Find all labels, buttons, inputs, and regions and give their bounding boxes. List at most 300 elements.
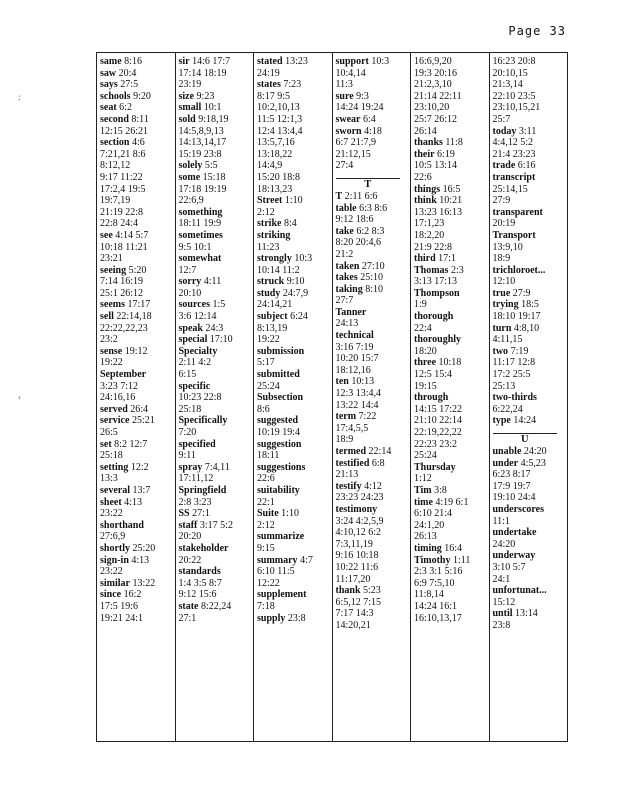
page-line-reference: 18:11 [257,450,280,462]
index-column [97,53,175,741]
index-entry-line [179,473,254,485]
page-line-reference: 10:22 11:6 [335,561,379,573]
index-entry-line [257,392,332,404]
index-entry-line [100,427,175,439]
page-line-reference: 23:22 [100,566,123,578]
index-term: Specifically [178,415,228,427]
index-entry-line [100,392,175,404]
index-entry-line [100,79,175,91]
page-line-reference: 7:3,11,19 [335,538,373,550]
index-entry-line [493,253,568,265]
page-line-reference: 23:22 [100,508,123,520]
page-line-reference: 14:13,14,17 [178,137,227,149]
index-entry-line [493,91,568,103]
index-entry-line [414,218,489,230]
index-entry-line [179,485,254,497]
index-entry-line [100,299,175,311]
page-line-reference: 9:16 10:18 [335,550,379,562]
index-entry-line [100,497,175,509]
word-index-table [96,52,568,742]
index-entry-line [257,531,332,543]
index-entry-line [257,56,332,68]
page-line-reference: 17:5 19:6 [100,600,139,612]
index-entry-line [257,601,332,613]
page-line-reference: 26:14 [414,125,437,137]
page-line-reference: 18:5 [521,299,539,311]
index-entry-line [493,369,568,381]
index-term: saw [100,67,117,79]
page-line-reference: 7:14 16:19 [100,276,144,288]
page-line-reference: 14:24 [513,415,537,427]
page-line-reference: 25:7 [492,113,511,125]
page-line-reference: 4:10,12 6:2 [335,527,382,539]
index-entry-line [257,578,332,590]
page-line-reference: 18:9 [335,434,354,446]
index-entry-line [257,137,332,149]
index-term: set [100,438,112,450]
page-line-reference: 18:2,20 [414,229,445,241]
index-entry-line [493,334,568,346]
index-entry-line [493,288,568,300]
index-term: Timothy [414,554,451,566]
page-line-reference: 9:12 18:6 [335,214,374,226]
index-entry-line [336,585,411,597]
page-line-reference: 20:20 [178,531,202,543]
index-entry-line [179,114,254,126]
index-entry-line [257,543,332,555]
index-entry-line [493,585,568,597]
page-line-reference: 6:2 [119,102,132,114]
index-entry-line [414,404,489,416]
page-line-reference: 15:12 [492,596,516,608]
index-term: seeing [100,264,127,276]
index-entry-line [414,473,489,485]
page-line-reference: 8:6 [257,403,270,415]
index-entry-line [414,242,489,254]
page-line-reference: 10:23 22:8 [178,392,222,404]
index-entry-line [336,446,411,458]
page-line-reference: 13:3 [100,473,118,485]
index-entry-line [336,492,411,504]
page-line-reference: 4:11 [203,276,222,288]
index-column [489,53,568,741]
index-entry-line [336,126,411,138]
page-line-reference: 3:6 12:14 [178,311,217,323]
index-entry-line [257,126,332,138]
index-term: striking [257,229,291,241]
page-line-reference: 27:9 [512,287,531,299]
index-entry-line [414,543,489,555]
page-line-reference: 23:2 [100,334,118,346]
index-entry-line [100,462,175,474]
page-line-reference: 22:14,18 [116,311,152,323]
index-entry-line [100,357,175,369]
page-line-reference: 24:20 [523,446,547,457]
index-term: says [100,79,118,91]
page-line-reference: 7:21,21 8:6 [100,148,146,160]
index-entry-line [100,323,175,335]
index-entry-line [336,137,411,149]
page-line-reference: 9:3 [356,90,369,102]
index-entry-line [336,539,411,551]
page-line-reference: 10:21 [439,195,463,207]
page-line-reference: 2:3 3:1 5:16 [414,566,463,578]
page-line-reference: 24:14,21 [257,299,293,311]
index-term: submitted [257,369,300,381]
index-entry-line [179,589,254,601]
page-line-reference: 18:12,16 [335,364,371,376]
index-term: trichloroet... [492,264,546,276]
index-entry-line [179,91,254,103]
index-term: true [492,287,511,299]
page-line-reference: 13:9,10 [492,241,523,253]
page-line-reference: 22:1 [257,496,275,508]
page-line-reference: 2:12 [257,206,275,218]
index-entry-line [336,365,411,377]
index-term: summary [257,554,298,566]
index-entry-line [257,497,332,509]
index-entry-line [414,601,489,613]
page-line-reference: 6:8 [371,457,385,469]
index-entry-line [100,369,175,381]
page-line-reference: 21:2 [335,248,354,260]
index-entry-line [493,620,568,632]
page-line-reference: 4:12 [364,480,382,492]
page-line-reference: 4:8,10 [513,322,540,334]
index-entry-line [414,114,489,126]
page-line-reference: 4:19 6:1 [435,496,469,508]
index-entry-line [257,450,332,462]
index-entry-line [100,126,175,138]
page-line-reference: 25:18 [100,450,123,462]
page-line-reference: 4:13 [131,554,150,566]
index-term: sheet [100,496,122,508]
index-entry-line [414,288,489,300]
page-line-reference: 25:7 26:12 [414,113,458,125]
index-entry-line [493,469,568,481]
index-term: Tanner [335,306,367,318]
page-line-reference: 3:8 [434,484,447,496]
page-line-reference: 6:2 8:3 [356,225,385,237]
page-line-reference: 10:3 [294,253,313,265]
index-entry-line [493,149,568,161]
page-line-reference: 25:20 [132,542,156,554]
page-line-reference: 22:6 [257,473,275,485]
page-line-reference: 13:7 [132,484,151,496]
page-line-reference: 4:18 [364,125,382,137]
index-term: term [335,411,357,423]
index-entry-line [257,149,332,161]
page-line-reference: 9:10 [286,276,305,288]
page-line-reference: 9:15 [257,542,275,554]
page-line-reference: 23:10,15,21 [492,102,541,114]
index-term: two-thirds [492,392,537,404]
page-line-reference: 26:5 [100,427,118,438]
index-term: today [492,125,517,137]
index-entry-line [100,242,175,254]
page-line-reference: 16:6,9,20 [414,56,452,67]
index-entry-line [179,369,254,381]
index-entry-line [493,458,568,470]
index-entry-line [414,531,489,543]
index-entry-line [493,415,568,427]
page-line-reference: 22:23 23:2 [414,438,458,450]
page-line-reference: 19:22 [257,334,280,346]
page-line-reference: 21:9 22:8 [414,241,453,253]
index-term: sense [100,345,123,357]
page-line-reference: 11:23 [257,241,280,253]
index-term: suggestion [257,438,302,450]
page-line-reference: 25:18 [178,403,202,415]
index-entry-line [493,608,568,620]
index-entry-line [336,620,411,632]
page-line-reference: 27:7 [335,295,354,307]
index-entry-line [100,473,175,485]
index-entry-line [100,172,175,184]
page-line-reference: 14:4,9 [257,160,283,172]
index-entry-line [336,469,411,481]
page-line-reference: 8:10 [365,283,384,295]
index-entry-line [100,555,175,567]
page-line-reference: 10:20 15:7 [335,353,379,365]
page-line-reference: 11:8,14 [414,589,444,601]
page-line-reference: 15:19 23:8 [178,148,222,160]
index-entry-line [414,137,489,149]
index-entry-line [414,555,489,567]
page-line-reference: 8:12,12 [100,160,131,172]
index-entry-line [179,543,254,555]
index-entry-line [414,172,489,184]
page-line-reference: 6:5,12 7:15 [335,596,382,608]
index-entry-line [100,346,175,358]
index-entry-line [493,56,568,68]
page-line-reference: 16:2 [123,589,142,601]
page-line-reference: 9:12 15:6 [178,589,217,601]
page-line-reference: 10:5 13:14 [414,160,458,172]
page-line-reference: 21:10 22:14 [414,415,463,427]
index-term: somewhat [178,253,222,265]
index-entry-line [493,184,568,196]
index-entry-line [100,531,175,543]
index-entry-line [100,91,175,103]
index-term: schools [100,90,131,102]
index-term: suggested [257,415,299,427]
index-term: suggestions [257,461,306,473]
index-entry-line [179,404,254,416]
page-line-reference: 19:7,19 [100,195,131,207]
index-entry-line [100,578,175,590]
index-entry-line [100,520,175,532]
page-line-reference: 23:8 [492,619,511,631]
page-line-reference: 9:20 [133,90,151,102]
index-entry-line [257,230,332,242]
index-entry-line [414,485,489,497]
page-line-reference: 4:5,23 [520,457,546,469]
page-line-reference: 22:6,9 [178,195,204,207]
index-term: speak [178,322,203,334]
index-entry-line [336,114,411,126]
page-line-reference: 6:15 [178,369,197,381]
letter-heading: U [493,433,558,446]
page-line-reference: 24:19 [257,67,280,79]
index-term: SS [178,508,190,520]
index-entry-line [100,253,175,265]
page-line-reference: 22:19,22,22 [414,427,462,438]
page-line-reference: 15:18 [202,171,226,183]
page-line-reference: 2:3 [450,264,464,276]
page-line-reference: 4:4,12 5:2 [492,137,534,149]
page-line-reference: 13:14 [515,608,538,620]
index-entry-line [257,462,332,474]
index-entry-line [257,68,332,80]
index-term: testify [335,480,362,492]
index-entry-line [336,160,411,172]
page-line-reference: 7:19 [510,345,529,357]
page-line-reference: 5:17 [257,357,275,369]
page-line-reference: 1:11 [453,554,471,566]
index-term: until [492,608,513,620]
index-entry-line [257,184,332,196]
index-entry-line [336,295,411,307]
index-entry-line [414,299,489,311]
index-entry-line [493,195,568,207]
page-line-reference: 19:3 20:16 [414,67,458,79]
index-term: take [335,225,354,237]
index-term: type [492,415,511,427]
page-line-reference: 21:4 23:23 [492,148,536,160]
index-entry-line [257,439,332,451]
index-term: testified [335,457,370,469]
page-line-reference: 25:10 [360,272,384,284]
page-line-reference: 2:8 3:23 [178,496,212,508]
index-entry-line [257,415,332,427]
index-entry-line [336,458,411,470]
page-line-reference: 18:9 [492,253,511,265]
page-line-reference: 17:1,23 [414,218,445,230]
index-entry-line [179,520,254,532]
page-line-reference: 25:1 26:12 [100,287,144,299]
page-line-reference: 10:2,10,13 [257,102,300,114]
index-entry-line [493,230,568,242]
index-term: Suite [257,508,279,520]
index-entry-line [336,79,411,91]
page-line-reference: 22:6 [414,171,432,183]
page-number: Page 33 [508,24,566,38]
page-line-reference: 13:18,22 [257,148,293,160]
index-entry-line [336,434,411,446]
index-column [175,53,254,741]
index-entry-line [336,330,411,342]
index-entry-line [336,608,411,620]
letter-heading: T [336,178,401,191]
page-line-reference: 1:9 [414,299,427,311]
page-line-reference: 17:10 [209,334,233,346]
index-entry-line [493,137,568,149]
page-line-reference: 8:2 12:7 [114,438,148,450]
index-term: things [414,183,441,195]
index-entry-line [179,137,254,149]
page-line-reference: 1:10 [284,195,303,207]
page-line-reference: 9:5 10:1 [178,241,212,253]
index-entry-line [100,195,175,207]
index-term: through [414,392,449,404]
index-entry-line [179,613,254,625]
index-term: Subsection [257,392,304,404]
index-term: timing [414,542,442,554]
index-entry-line [414,381,489,393]
index-entry-line [179,195,254,207]
index-term: think [414,195,437,207]
index-term: transcript [492,171,536,183]
index-entry-line [257,381,332,393]
page-line-reference: 10:1 [203,102,222,114]
index-entry-line [493,102,568,114]
page-line-reference: 20:4 [118,67,137,79]
index-term: trade [492,160,516,172]
index-entry-line [493,242,568,254]
index-entry-line [493,323,568,335]
index-entry-line [336,574,411,586]
index-term: Specialty [178,345,218,357]
index-entry-line [414,195,489,207]
page-line-reference: 24:7,9 [282,287,309,299]
index-entry-line [493,126,568,138]
index-term: sure [335,90,354,102]
index-entry-line [257,91,332,103]
page-line-reference: 4:13 [124,496,142,508]
index-entry-line [257,334,332,346]
index-entry-line [414,334,489,346]
index-entry-line [493,446,568,458]
index-term: solely [178,160,203,172]
index-entry-line [336,562,411,574]
index-entry-line [493,562,568,574]
index-entry-line [336,249,411,261]
page-line-reference: 16:4 [444,542,463,554]
page-line-reference: 17:4,5,5 [335,422,369,434]
page-line-reference: 3:16 7:19 [335,341,374,353]
page-line-reference: 16:23 20:8 [492,56,536,67]
index-term: unable [492,446,522,457]
scan-artifact: : [18,92,21,102]
index-entry-line [100,137,175,149]
index-entry-line [179,149,254,161]
index-entry-line [100,184,175,196]
index-entry-line [493,392,568,404]
index-entry-line [414,311,489,323]
index-term: service [100,415,130,427]
page-line-reference: 26:4 [130,403,149,415]
page-line-reference: 18:13,23 [257,183,293,195]
index-entry-line [179,462,254,474]
page-line-reference: 11:17,20 [335,573,371,585]
page-line-reference: 3:23 7:12 [100,380,139,392]
index-term: states [257,79,281,91]
index-term: shortly [100,542,130,554]
index-entry-line [100,508,175,520]
index-term: ten [335,376,349,388]
index-entry-line [493,346,568,358]
page-line-reference: 6:3 8:6 [359,202,388,214]
page-line-reference: 14:20,21 [335,619,371,631]
page-line-reference: 24:20 [492,538,516,550]
page-line-reference: 21:13 [335,469,359,481]
index-entry-line [179,601,254,613]
page-line-reference: 2:11 4:2 [178,357,212,369]
page-line-reference: 13:23 [285,56,308,67]
page-line-reference: 12:22 [257,577,280,589]
index-term: thank [335,585,361,597]
